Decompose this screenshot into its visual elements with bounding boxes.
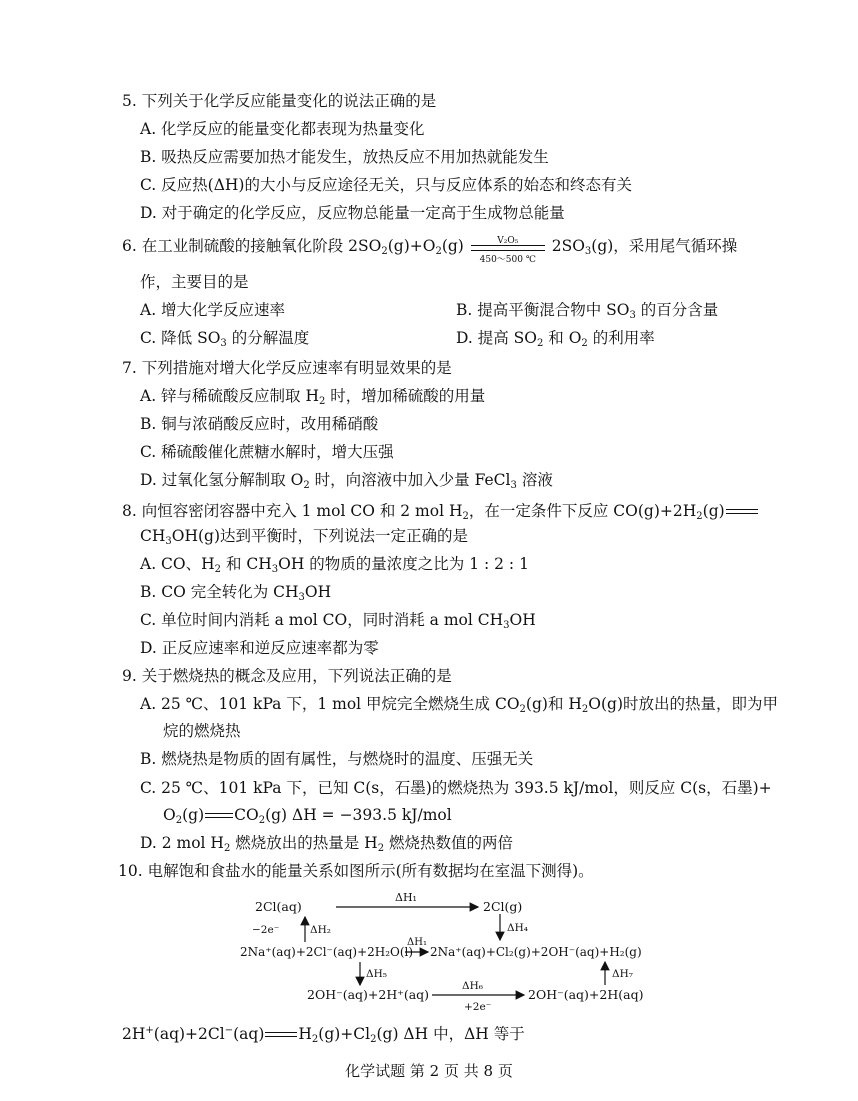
label-dh5: ΔH₅: [366, 968, 387, 980]
q5-option-c: C. 反应热(ΔH)的大小与反应途径无关，只与反应体系的始态和终态有关: [140, 176, 632, 194]
label-dh7: ΔH₇: [612, 968, 633, 980]
q10-final-line: 2H+(aq)+2Cl−(aq) $H_2(g)+Cl_2(g)$ ΔH 中，ΔH 等于: [122, 1025, 525, 1045]
q5-option-d: D. 对于确定的化学反应，反应物总能量一定高于生成物总能量: [140, 204, 565, 222]
q9-option-b: B. 燃烧热是物质的固有属性，与燃烧时的温度、压强无关: [140, 750, 534, 768]
q8-option-a: A. CO、$H_2$ 和 $CH_3OH$ 的物质的量浓度之比为 1 : 2 : 1: [140, 555, 529, 575]
q7-option-d: D. 过氧化氢分解制取 $O_2$ 时，向溶液中加入少量 FeCl$_3$ 溶液: [140, 471, 553, 491]
q8-stem-line2: $CH_3OH(g)$达到平衡时，下列说法一定正确的是: [140, 527, 469, 547]
node-oh-h-ion: 2OH⁻(aq)+2H⁺(aq): [307, 987, 430, 1002]
q9-stem: 9. 关于燃烧热的概念及应用，下列说法正确的是: [122, 667, 452, 685]
page-footer: 化学试题 第 2 页 共 8 页: [345, 1062, 513, 1080]
q10-stem: 10. 电解饱和食盐水的能量关系如图所示(所有数据均在室温下测得)。: [118, 862, 594, 880]
node-reactants: 2Na⁺(aq)+2Cl⁻(aq)+2H₂O(l): [240, 945, 414, 959]
q9-option-a: A. 25 ℃、101 kPa 下，1 mol 甲烷完全燃烧生成 $CO_2(g)$和 $H_2O(g)$时放出的热量，即为甲: [140, 695, 778, 715]
q9-option-c: C. 25 ℃、101 kPa 下，已知 C(s，石墨)的燃烧热为 393.5 kJ/mol，则反应 C(s，石墨)+: [140, 779, 772, 797]
q7-stem: 7. 下列措施对增大化学反应速率有明显效果的是: [122, 359, 452, 377]
label-dh2: ΔH₂: [310, 924, 331, 936]
q9-option-c-line2: $O_2(g)$ $CO_2(g) \Delta H = -393.5$ kJ/mol: [163, 806, 452, 826]
label-dh1-mid: ΔH₁: [407, 937, 427, 948]
equilibrium-sign: [725, 507, 759, 517]
label-plus-2e: +2e⁻: [464, 1001, 492, 1013]
node-2cl-aq: 2Cl(aq): [255, 899, 302, 914]
q6-option-a: A. 增大化学反应速率: [140, 301, 286, 319]
q7-option-a: A. 锌与稀硫酸反应制取 $H_2$ 时，增加稀硫酸的用量: [140, 387, 486, 407]
node-oh-h-atom: 2OH⁻(aq)+2H(aq): [528, 987, 644, 1002]
q6-option-d: D. 提高 $SO_2$ 和 $O_2$ 的利用率: [456, 329, 655, 349]
q8-option-c: C. 单位时间内消耗 a mol CO，同时消耗 a mol $CH_3OH$: [140, 611, 536, 631]
q5-option-a: A. 化学反应的能量变化都表现为热量变化: [140, 120, 425, 138]
label-dh1: ΔH₁: [395, 891, 417, 904]
equals-sign: [204, 811, 234, 821]
node-products: 2Na⁺(aq)+Cl₂(g)+2OH⁻(aq)+H₂(g): [430, 945, 642, 959]
q5-stem: 5. 下列关于化学反应能量变化的说法正确的是: [122, 92, 437, 110]
node-2cl-g: 2Cl(g): [483, 899, 523, 914]
q6-stem: 6. 在工业制硫酸的接触氧化阶段 $2SO_2(g)+O_2(g)$ V₂O₅ 450～500 ℃ $2SO_3(g)$，采用尾气循环操: [122, 236, 738, 265]
q6-option-c: C. 降低 $SO_3$ 的分解温度: [140, 329, 310, 349]
q7-option-c: C. 稀硫酸催化蔗糖水解时，增大压强: [140, 443, 394, 461]
q9-option-d: D. 2 mol $H_2$ 燃烧放出的热量是 $H_2$ 燃烧热数值的两倍: [140, 834, 514, 854]
label-dh6: ΔH₆: [462, 980, 483, 992]
q6-option-b: B. 提高平衡混合物中 $SO_3$ 的百分含量: [456, 301, 719, 321]
q5-option-b: B. 吸热反应需要加热才能发生，放热反应不用加热就能发生: [140, 148, 549, 166]
q8-stem: 8. 向恒容密闭容器中充入 1 mol CO 和 2 mol $H_2$，在一定条件下反应 $CO(g)+2H_2(g)$: [122, 501, 759, 527]
label-dh4: ΔH₄: [507, 922, 528, 934]
q9-option-a-line2: 烷的燃烧热: [163, 722, 241, 740]
reaction-condition: V₂O₅ 450～500 ℃: [469, 237, 547, 257]
q8-option-d: D. 正反应速率和逆反应速率都为零: [140, 639, 379, 657]
q8-option-b: B. CO 完全转化为 $CH_3OH$: [140, 583, 332, 603]
q6-stem-line2: 作，主要目的是: [140, 273, 249, 291]
q7-option-b: B. 铜与浓硝酸反应时，改用稀硝酸: [140, 415, 379, 433]
label-minus-2e: −2e⁻: [252, 924, 280, 936]
equals-sign: [264, 1030, 298, 1040]
